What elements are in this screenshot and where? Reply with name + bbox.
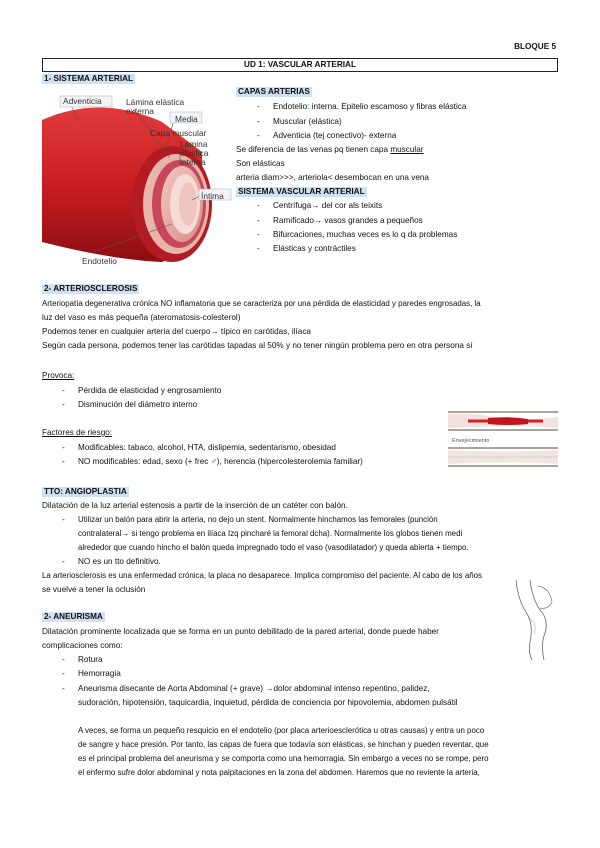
arteriosclerosis-localizacion: Podemos tener en cualquier arteria del cuerpo→ típico en carótidas, ilíaca	[42, 327, 311, 336]
bullet-dash: -	[257, 102, 260, 111]
bullet-dash: -	[62, 386, 65, 395]
aneurisma-paragraph-line: A veces, se forma un pequeño resquicio en el endotelio (por placa arterioesclerótica u otras causas) y entra un poco	[78, 726, 485, 735]
capa-item: Endotelio: interna. Epitelio escamoso y fibras elástica	[273, 102, 467, 111]
tto-item-line: contralateral→ si tengo problema en ilíaca Izq pincharé la femoral dcha). Normalmente los globos tienen medi	[78, 529, 463, 538]
bullet-dash: -	[62, 557, 65, 566]
capas-arterias-title: CAPAS ARTERIAS	[238, 87, 310, 96]
sistema-item: Ramificado→ vasos grandes a pequeños	[273, 216, 423, 225]
bullet-dash: -	[257, 244, 260, 253]
label-lamina-interna: Lámina elástica interna	[180, 139, 209, 167]
complicacion-item: Hemorragia	[78, 669, 121, 678]
aneurisma-paragraph-line: de sangre y hace presión. Por tanto, las capas de fuera que todavía son elásticas, se hinchan y pueden reventar, que	[78, 740, 489, 749]
sistema-item: Bifurcaciones, muchas veces es lo q da problemas	[273, 230, 458, 239]
sistema-item: Elásticas y contráctiles	[273, 244, 356, 253]
tto-item-line: alrededor que cuando hincho el balón queda impregnado todo el vaso (vasodilatador) y queda abierta + tiempo.	[78, 543, 469, 552]
bullet-dash: -	[257, 216, 260, 225]
factor-item: Modificables: tabaco, alcohol, HTA, dislipemia, sedentarismo, obesidad	[78, 443, 336, 452]
bullet-dash: -	[257, 201, 260, 210]
arteriosclerosis-definition: Arteriopatía degenerativa crónica NO inflamatoria que se caracteriza por una pérdida de elasticidad y paredes engrosadas, la	[42, 299, 481, 308]
section-title-sistema-arterial: 1- SISTEMA ARTERIAL	[44, 74, 134, 83]
diferencia-venas: Se diferencia de las venas pq tienen capa muscular	[236, 145, 424, 154]
bullet-dash: -	[257, 230, 260, 239]
factores-title: Factores de riesgo:	[42, 428, 113, 437]
tto-cronica: La arteriosclerosis es una enfermedad crónica, la placa no desaparece. Implica compromiso del paciente. Al cabo de los años	[42, 571, 482, 580]
bullet-dash: -	[62, 655, 65, 664]
artery-layers-illustration	[42, 92, 234, 270]
bullet-dash: -	[257, 131, 260, 140]
tto-title: TTO: ANGIOPLASTIA	[44, 487, 127, 496]
complicacion-item-cont: sudoración, hipotensión, taquicardia, inquietud, pérdida de conciencia por hipovolemia, abdomen pulsátil	[78, 698, 458, 707]
bullet-dash: -	[62, 515, 65, 524]
label-adventicia: Adventicia	[63, 96, 102, 106]
capa-item: Adventicia (tej conectivo)- externa	[273, 131, 397, 140]
bullet-dash: -	[257, 117, 260, 126]
aneurisma-paragraph-line: es el principal problema del aneurisma y se comporta como una hemorragia. Sin embargo a veces no se rompe, pero	[78, 754, 489, 763]
sistema-item: Centrífuga→ del cor als teixits	[273, 201, 383, 210]
aneurisma-definition-cont: complicaciones como:	[42, 641, 123, 650]
label-endotelio: Endotelio	[82, 256, 117, 266]
bullet-dash: -	[62, 669, 65, 678]
son-elasticas: Son elásticas	[236, 159, 285, 168]
provoca-title: Provoca:	[42, 371, 75, 380]
label-media: Media	[175, 114, 198, 124]
aneurisma-definition: Dilatación prominente localizada que se forma en un punto debilitado de la pared arterial, donde puede haber	[42, 627, 439, 636]
bullet-dash: -	[62, 400, 65, 409]
figure-caption: Envejecimiento	[452, 438, 490, 444]
bloque-label: BLOQUE 5	[514, 42, 556, 51]
sistema-vascular-title: SISTEMA VASCULAR ARTERIAL	[238, 187, 365, 196]
complicacion-item: Aneurisma disecante de Aorta Abdominal (+ grave) →dolor abdominal intenso repentino, palidez,	[78, 684, 430, 693]
unit-title: UD 1: VASCULAR ARTERIAL	[42, 58, 558, 72]
bullet-dash: -	[62, 457, 65, 466]
label-capa-muscular: Capa muscular	[150, 128, 207, 138]
aneurisma-paragraph-line: el enfermo sufre dolor abdominal y nota palpitaciones en la zona del abdomen. Haremos que no reviente la arteria,	[78, 768, 480, 777]
arteriosclerosis-definition-cont: luz del vaso es más pequeña (ateromatosis-colesterol)	[42, 313, 241, 322]
label-lamina-externa: Lámina elástica externa	[126, 97, 185, 116]
section-title-arteriosclerosis: 2- ARTERIOSCLEROSIS	[44, 284, 138, 293]
provoca-item: Disminución del diámetro interno	[78, 400, 198, 409]
complicacion-item: Rotura	[78, 655, 103, 664]
tto-item-line: Utilizar un balón para abrir la arteria, no dejo un stent. Normalmente hinchamos las femorales (punción	[78, 515, 438, 524]
section-title-aneurisma: 2- ANEURISMA	[44, 612, 103, 621]
arteriosclerosis-variabilidad: Según cada persona, podemos tener las carótidas tapadas al 50% y no tener ningún problema pero en otra persona sí	[42, 341, 473, 350]
bullet-dash: -	[62, 684, 65, 693]
label-intima: Íntima	[201, 191, 224, 201]
tto-cronica-cont: se vuelve a tener la oclusión	[42, 585, 146, 594]
factor-item: NO modificables: edad, sexo (+ frec ♂), herencia (hipercolesterolemia familiar)	[78, 457, 363, 466]
aneurysm-illustration	[508, 580, 558, 660]
tto-definition: Dilatación de la luz arterial estenosis a partir de la inserción de un catéter con balón.	[42, 501, 348, 510]
arteria-diametro: arteria diam>>>, arteriola< desembocan en una vena	[236, 173, 429, 182]
provoca-item: Pérdida de elasticidad y engrosamiento	[78, 386, 222, 395]
tto-item-line: NO es un tto definitivo.	[78, 557, 161, 566]
bullet-dash: -	[62, 443, 65, 452]
capa-item: Muscular (elástica)	[273, 117, 342, 126]
